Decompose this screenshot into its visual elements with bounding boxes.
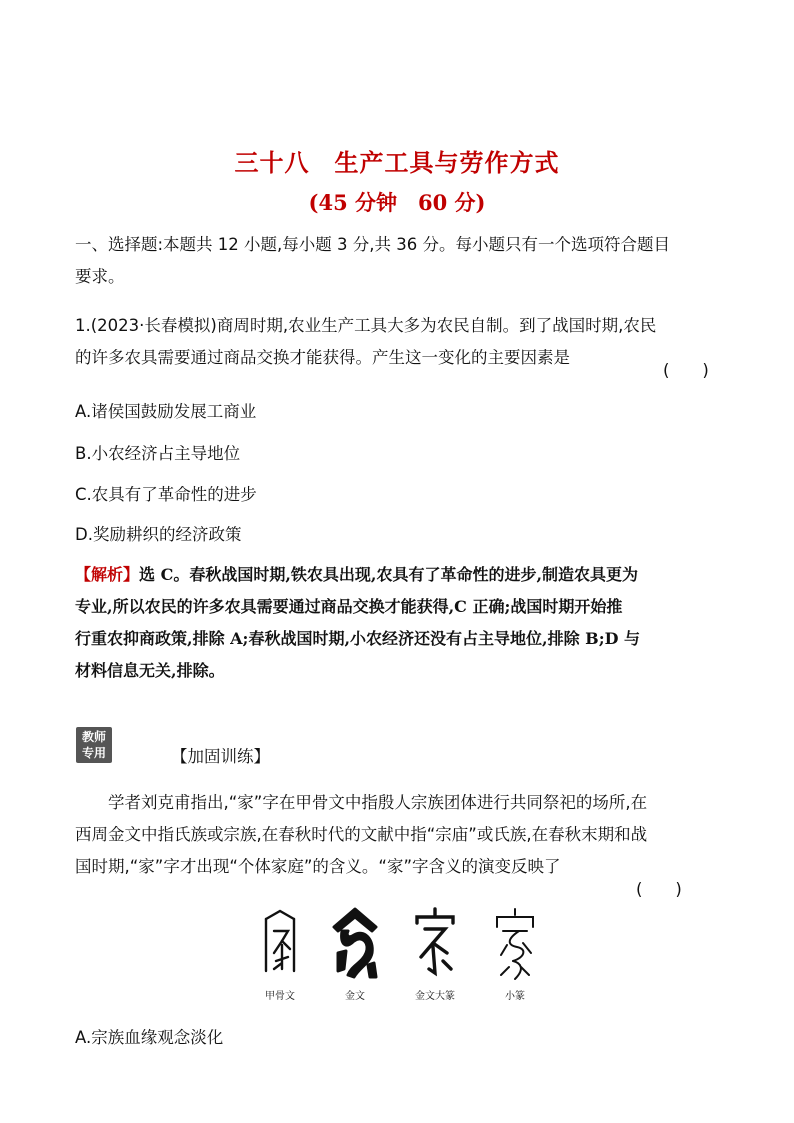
question-line: 国时期,“家”字才出现“个体家庭”的含义。“家”字含义的演变反映了 [75, 857, 561, 876]
option-c: C.农具有了革命性的进步 [75, 485, 257, 504]
analysis-line [75, 559, 725, 591]
question-line-text: 的许多农具需要通过商品交换才能获得。产生这一变化的主要因素是 [75, 348, 570, 367]
badge-line: 专用 [81, 746, 106, 760]
reinforce-label: 【加固训练】 [171, 747, 270, 766]
option-a: A.宗族血缘观念淡化 [75, 1028, 224, 1047]
question-line: 学者刘克甫指出,“家”字在甲骨文中指殷人宗族团体进行共同祭祀的场所,在 [108, 793, 648, 812]
page-subtitle: (45 分钟 60 分) [308, 190, 486, 215]
instructions-line: 要求。 [75, 267, 125, 286]
bronze-jia-glyph [330, 905, 380, 985]
option-d: D.奖励耕织的经济政策 [75, 525, 242, 544]
analysis-line: 材料信息无关,排除。 [75, 661, 225, 680]
glyph-caption: 小篆 [505, 991, 525, 1002]
option-a: A.诸侯国鼓励发展工商业 [75, 402, 257, 421]
analysis-line: 行重农抑商政策,排除 A;春秋战国时期,小农经济还没有占主导地位,排除 B;D 与 [75, 629, 641, 648]
small-seal-jia-glyph [493, 905, 537, 985]
jia-character-evolution-figure [255, 905, 545, 1005]
glyph-caption: 甲骨文 [265, 991, 295, 1002]
instructions-line: 一、选择题:本题共 12 小题,每小题 3 分,共 36 分。每小题只有一个选项符合题目 [75, 235, 671, 254]
section-instructions [75, 229, 725, 293]
question-line: 西周金文中指氏族或宗族,在春秋时代的文献中指“宗庙”或氏族,在春秋末期和战 [75, 825, 648, 844]
oracle-bone-jia-glyph [260, 905, 300, 985]
analysis-line: 专业,所以农民的许多农具需要通过商品交换才能获得,C 正确;战国时期开始推 [75, 597, 623, 616]
question-line [75, 342, 725, 374]
teacher-only-badge [76, 727, 112, 763]
badge-line: 教师 [81, 730, 106, 744]
page-title: 三十八 生产工具与劳作方式 [234, 149, 560, 177]
question-2-stem [75, 787, 725, 883]
analysis-text: 选 C。春秋战国时期,铁农具出现,农具有了革命性的进步,制造农具更为 [139, 565, 639, 584]
question-1-stem [75, 310, 725, 374]
answer-paren: ( ) [636, 880, 682, 899]
analysis-block [75, 559, 725, 687]
answer-paren: ( ) [663, 361, 709, 380]
great-seal-bronze-jia-glyph [413, 905, 457, 985]
glyph-caption: 金文大篆 [415, 991, 455, 1002]
analysis-tag: 【解析】 [75, 565, 140, 584]
glyph-caption: 金文 [345, 991, 365, 1002]
question-line: 1.(2023·长春模拟)商周时期,农业生产工具大多为农民自制。到了战国时期,农民 [75, 316, 657, 335]
option-b: B.小农经济占主导地位 [75, 444, 241, 463]
